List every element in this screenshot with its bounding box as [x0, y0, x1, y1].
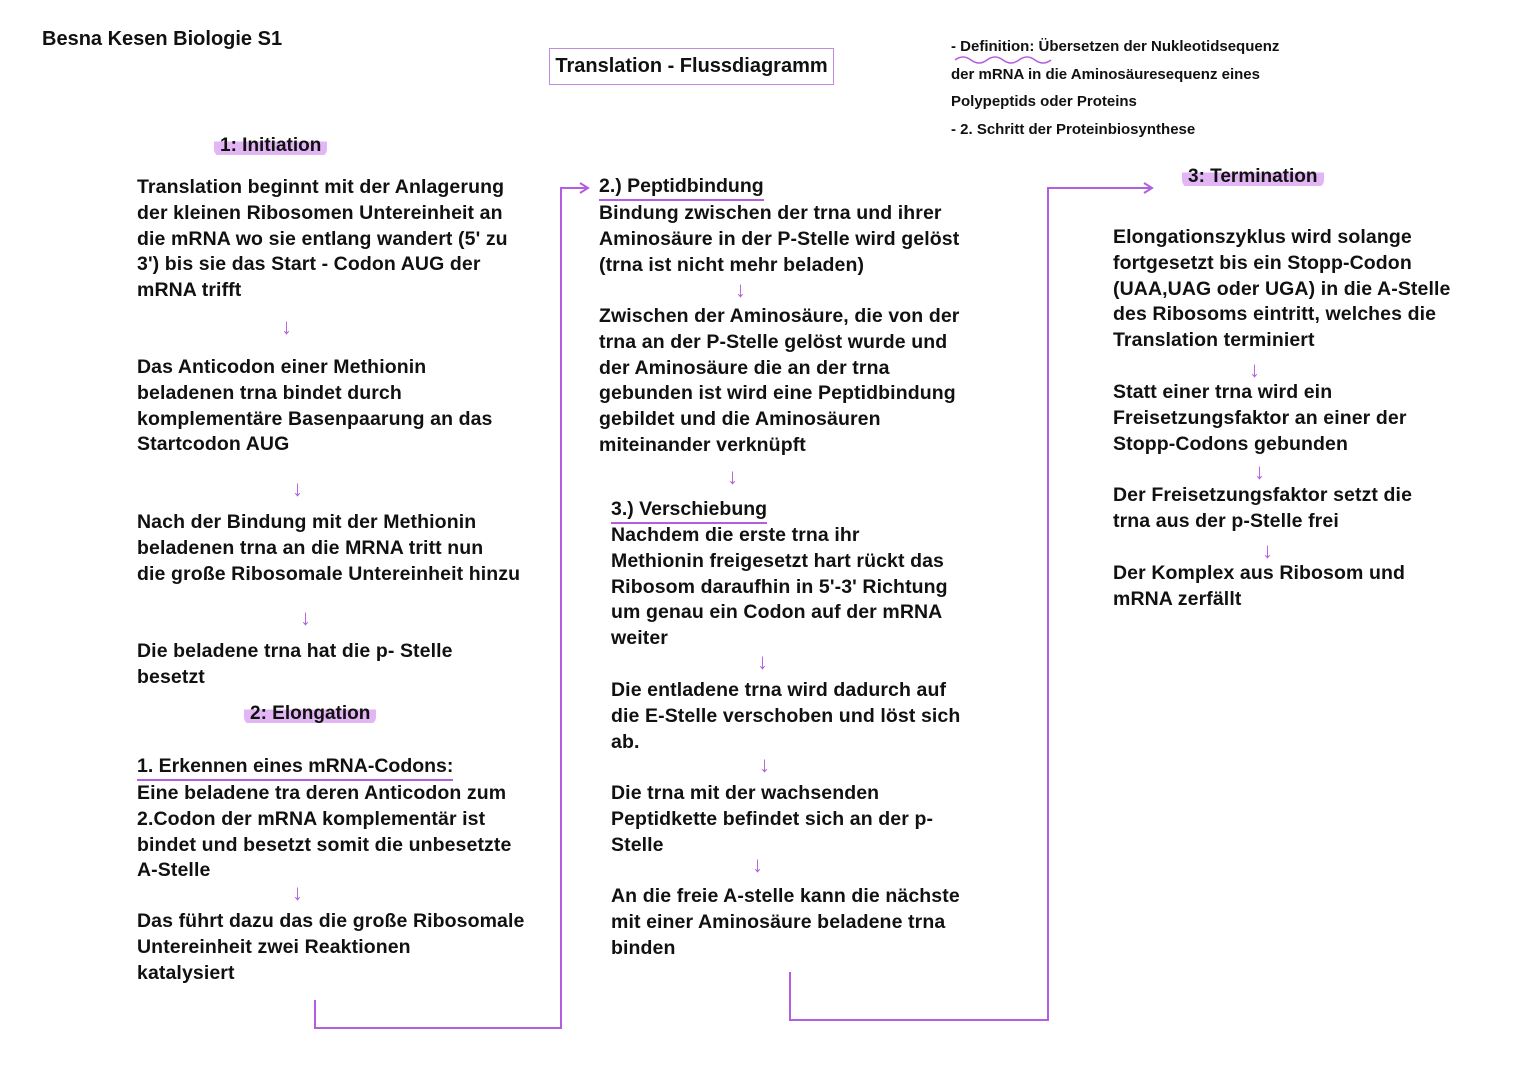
- page-title: Translation - Flussdiagramm: [549, 48, 834, 85]
- elongation-step3-text-4: An die freie A-stelle kann die nächste mit einer Aminosäure beladene trna binden: [611, 885, 960, 959]
- arrow-down-icon: ↓: [1254, 459, 1265, 484]
- elongation-step2-title: 2.) Peptidbindung: [599, 175, 764, 201]
- termination-heading: 3: Termination: [1182, 166, 1324, 188]
- arrow-down-icon: ↓: [281, 314, 292, 339]
- elongation-step3-text-1: Nachdem die erste trna ihr Methionin freigesetzt hart rückt das Ribosom daraufhin in 5'-3' Richtung um genau ein Codon auf der mRNA weiter: [611, 524, 948, 650]
- arrow-down-icon: ↓: [727, 464, 738, 489]
- termination-step-2: Statt einer trna wird ein Freisetzungsfaktor an einer der Stopp-Codons gebunden: [1113, 381, 1407, 455]
- connector-elongation: [315, 188, 588, 1028]
- arrow-down-icon: ↓: [752, 852, 763, 877]
- initiation-step-4: Die beladene trna hat die p- Stelle besetzt: [137, 640, 453, 688]
- elongation-step1-title: 1. Erkennen eines mRNA-Codons:: [137, 755, 453, 781]
- arrow-down-icon: ↓: [1249, 357, 1260, 382]
- termination-step-1: Elongationszyklus wird solange fortgesetzt bis ein Stopp-Codon (UAA,UAG oder UGA) in die A-Stelle des Ribosoms eintritt, welches die Translation terminiert: [1113, 226, 1451, 352]
- initiation-step-3: Nach der Bindung mit der Methionin beladenen trna an die MRNA tritt nun die große Ribosomale Untereinheit hinzu: [137, 511, 521, 585]
- initiation-step-1: Translation beginnt mit der Anlagerung der kleinen Ribosomen Untereinheit an die mRNA wo sie entlang wandert (5' zu 3') bis sie das Start - Codon AUG der mRNA trifft: [137, 176, 508, 302]
- arrow-down-icon: ↓: [1262, 538, 1273, 563]
- elongation-step2-text-1: Bindung zwischen der trna und ihrer Aminosäure in der P-Stelle wird gelöst (trna ist nicht mehr beladen): [599, 202, 960, 276]
- elongation-step3-text-2: Die entladene trna wird dadurch auf die E-Stelle verschoben und löst sich ab.: [611, 679, 961, 753]
- arrow-down-icon: ↓: [735, 277, 746, 302]
- elongation-step2-text-2: Zwischen der Aminosäure, die von der trna an der P-Stelle gelöst wurde und der Aminosäure die an der trna gebunden ist wird eine Peptidbindung gebildet und die Aminosäuren miteinander verknüpft: [599, 305, 960, 456]
- elongation-step3-title: 3.) Verschiebung: [611, 498, 767, 524]
- initiation-step-2: Das Anticodon einer Methionin beladenen trna bindet durch komplementäre Basenpaarung an das Startcodon AUG: [137, 356, 493, 456]
- arrow-down-icon: ↓: [759, 752, 770, 777]
- author-label: Besna Kesen Biologie S1: [42, 28, 283, 50]
- elongation-step1-text-1: Eine beladene tra deren Anticodon zum 2.Codon der mRNA komplementär ist bindet und besetzt somit die unbesetzte A-Stelle: [137, 782, 512, 882]
- termination-step-3: Der Freisetzungsfaktor setzt die trna aus der p-Stelle frei: [1113, 484, 1413, 532]
- arrow-down-icon: ↓: [300, 605, 311, 630]
- elongation-heading: 2: Elongation: [244, 703, 376, 725]
- elongation-step3-text-3: Die trna mit der wachsenden Peptidkette befindet sich an der p- Stelle: [611, 782, 934, 856]
- termination-step-4: Der Komplex aus Ribosom und mRNA zerfällt: [1113, 562, 1405, 610]
- arrow-down-icon: ↓: [757, 649, 768, 674]
- arrow-down-icon: ↓: [292, 880, 303, 905]
- definition-squiggle: [955, 57, 1051, 63]
- arrow-down-icon: ↓: [292, 476, 303, 501]
- definition-text: - Definition: Übersetzen der Nukleotidsequenz der mRNA in die Aminosäuresequenz eines Polypeptids oder Proteins - 2. Schritt der Proteinbiosynthese: [951, 38, 1280, 138]
- initiation-heading: 1: Initiation: [214, 135, 327, 157]
- elongation-step1-text-2: Das führt dazu das die große Ribosomale Untereinheit zwei Reaktionen katalysiert: [137, 910, 525, 984]
